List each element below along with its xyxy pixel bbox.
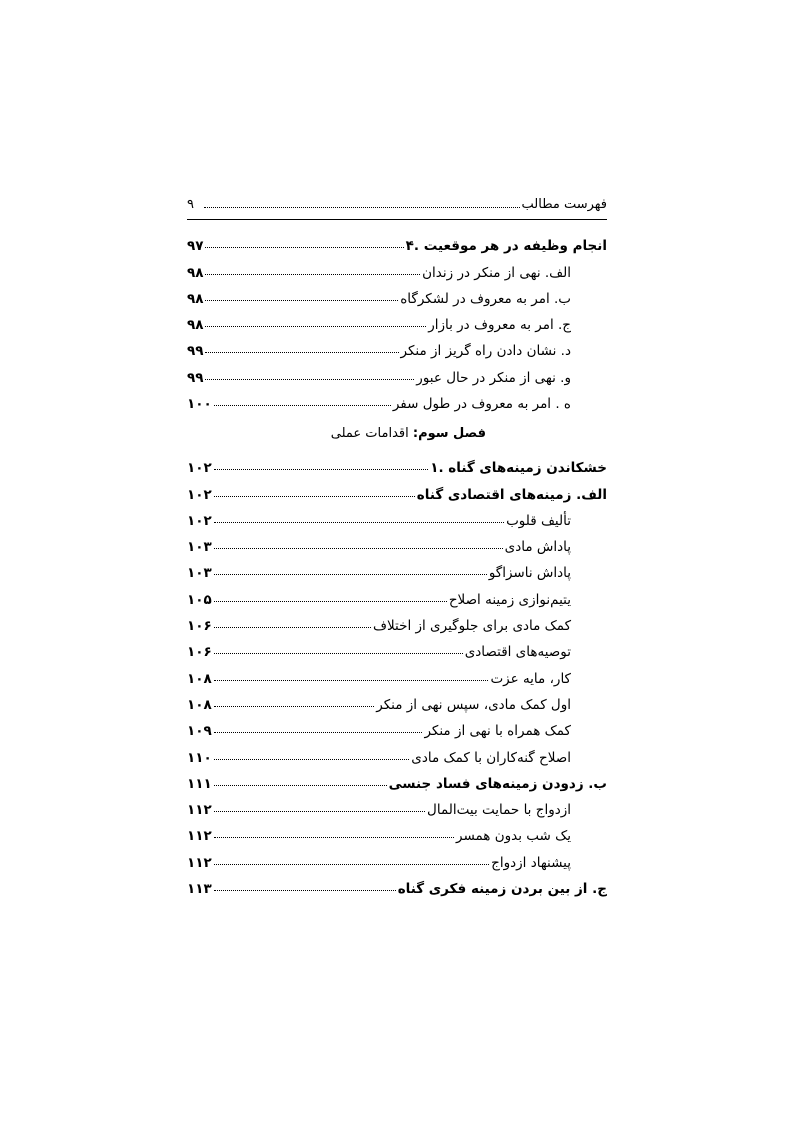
toc-entry <box>187 792 607 818</box>
toc-section-1 <box>187 228 607 412</box>
toc-entry-label: پیشنهاد ازدواج <box>491 854 571 871</box>
toc-entry-page: ۱۱۲ <box>187 802 212 819</box>
leader-dots <box>205 326 426 327</box>
toc-entry-page: ۱۱۰ <box>187 749 212 766</box>
toc-entry <box>187 359 607 385</box>
leader-dots <box>205 274 420 275</box>
leader-dots <box>205 247 403 248</box>
leader-dots <box>205 379 414 380</box>
leader-dots <box>214 469 428 470</box>
toc-entry-page: ۱۰۸ <box>187 696 212 713</box>
toc-entry <box>187 503 607 529</box>
leader-dots <box>214 732 423 733</box>
toc-entry-label: یتیم‌نوازی زمینه اصلاح <box>448 591 571 608</box>
toc-entry-page: ۱۰۲ <box>187 460 212 477</box>
toc-entry <box>187 634 607 660</box>
toc-entry-label: ازدواج با حمایت بیت‌المال <box>427 802 571 819</box>
leader-dots <box>214 680 489 681</box>
leader-dots <box>214 548 503 549</box>
toc-entry <box>187 608 607 634</box>
toc-entry <box>187 581 607 607</box>
toc-entry-label: ه . امر به معروف در طول سفر <box>392 396 571 413</box>
leader-dots <box>214 864 489 865</box>
toc-entry-page: ۱۱۲ <box>187 828 212 845</box>
toc-entry-label: کمک همراه با نهی از منکر <box>424 723 571 740</box>
toc-entry-page: ۱۰۲ <box>187 486 212 503</box>
toc-entry <box>187 555 607 581</box>
toc-entry-page: ۱۱۳ <box>187 881 212 898</box>
leader-dots <box>214 627 371 628</box>
toc-entry-page: ۱۰۳ <box>187 565 212 582</box>
toc-entry-page: ۹۸ <box>187 264 204 281</box>
toc-entry <box>187 476 607 502</box>
toc-entry <box>187 307 607 333</box>
chapter-title: اقدامات عملی <box>330 426 409 441</box>
leader-dots <box>214 496 415 497</box>
running-header <box>187 190 607 212</box>
toc-entry <box>187 766 607 792</box>
chapter-heading <box>331 426 486 441</box>
toc-entry-label: الف. نهی از منکر در زندان <box>422 264 571 281</box>
toc-entry <box>187 386 607 412</box>
toc-entry-page: ۱۱۲ <box>187 854 212 871</box>
header-page-number: ۹ <box>187 197 194 212</box>
header-leader-dots <box>204 207 520 208</box>
toc-entry-label: ۱. خشکاندن زمینه‌های گناه <box>430 460 607 477</box>
toc-entry-label: ج. از بین بردن زمینه فکری گناه <box>397 881 607 898</box>
toc-entry-page: ۱۰۵ <box>187 591 212 608</box>
toc-entry-page: ۹۹ <box>187 343 204 360</box>
toc-entry-page: ۱۰۲ <box>187 512 212 529</box>
toc-entry-label: و. نهی از منکر در حال عبور <box>416 369 571 386</box>
toc-entry-label: ب. زدودن زمینه‌های فساد جنسی <box>388 775 607 792</box>
header-rule <box>187 219 607 220</box>
toc-entry-label: پاداش ناسزاگو <box>488 565 571 582</box>
toc-entry <box>187 660 607 686</box>
leader-dots <box>214 759 410 760</box>
toc-entry-label: کمک مادی برای جلوگیری از اختلاف <box>372 618 571 635</box>
leader-dots <box>214 405 391 406</box>
toc-entry-label: الف. زمینه‌های اقتصادی گناه <box>416 486 607 503</box>
toc-entry <box>187 254 607 280</box>
leader-dots <box>205 300 398 301</box>
toc-entry-label: ب. امر به معروف در لشکرگاه <box>400 290 571 307</box>
toc-entry-label: پاداش مادی <box>504 539 571 556</box>
toc-entry-label: کار، مایه عزت <box>490 670 571 687</box>
toc-entry-label: تألیف قلوب <box>506 512 571 529</box>
toc-entry-page: ۱۰۸ <box>187 670 212 687</box>
toc-entry <box>187 713 607 739</box>
toc-entry <box>187 228 607 254</box>
toc-entry <box>187 818 607 844</box>
toc-entry <box>187 687 607 713</box>
toc-entry-page: ۹۷ <box>187 238 204 255</box>
leader-dots <box>214 811 425 812</box>
toc-entry-page: ۹۸ <box>187 317 204 334</box>
toc-entry <box>187 871 607 897</box>
toc-entry-page: ۹۹ <box>187 369 204 386</box>
toc-entry <box>187 844 607 870</box>
toc-entry-label: توصیه‌های اقتصادی <box>464 644 571 661</box>
toc-entry <box>187 739 607 765</box>
leader-dots <box>205 352 398 353</box>
leader-dots <box>214 653 463 654</box>
header-title: فهرست مطالب <box>521 197 607 212</box>
toc-entry-page: ۱۰۰ <box>187 396 212 413</box>
toc-entry-label: ۴. انجام وظیفه در هر موقعیت <box>405 238 607 255</box>
toc-entry-page: ۱۱۱ <box>187 775 212 792</box>
toc-entry-page: ۱۰۹ <box>187 723 212 740</box>
toc-entry <box>187 281 607 307</box>
toc-entry-page: ۱۰۶ <box>187 644 212 661</box>
toc-entry-page: ۹۸ <box>187 290 204 307</box>
toc-entry-label: اول کمک مادی، سپس نهی از منکر <box>376 696 571 713</box>
toc-entry <box>187 529 607 555</box>
toc-entry <box>187 333 607 359</box>
toc-entry-page: ۱۰۶ <box>187 618 212 635</box>
chapter-label: فصل سوم: <box>412 426 486 441</box>
leader-dots <box>214 890 396 891</box>
leader-dots <box>214 837 454 838</box>
leader-dots <box>214 785 387 786</box>
leader-dots <box>214 601 447 602</box>
toc-entry <box>187 450 607 476</box>
leader-dots <box>214 574 487 575</box>
toc-entry-label: یک شب بدون همسر <box>456 828 571 845</box>
toc-entry-label: ج. امر به معروف در بازار <box>428 317 571 334</box>
toc-entry-label: اصلاح گنه‌کاران با کمک مادی <box>411 749 571 766</box>
leader-dots <box>214 522 504 523</box>
toc-entry-page: ۱۰۳ <box>187 539 212 556</box>
toc-section-2 <box>187 450 607 897</box>
toc-entry-label: د. نشان دادن راه گریز از منکر <box>400 343 571 360</box>
leader-dots <box>214 706 375 707</box>
